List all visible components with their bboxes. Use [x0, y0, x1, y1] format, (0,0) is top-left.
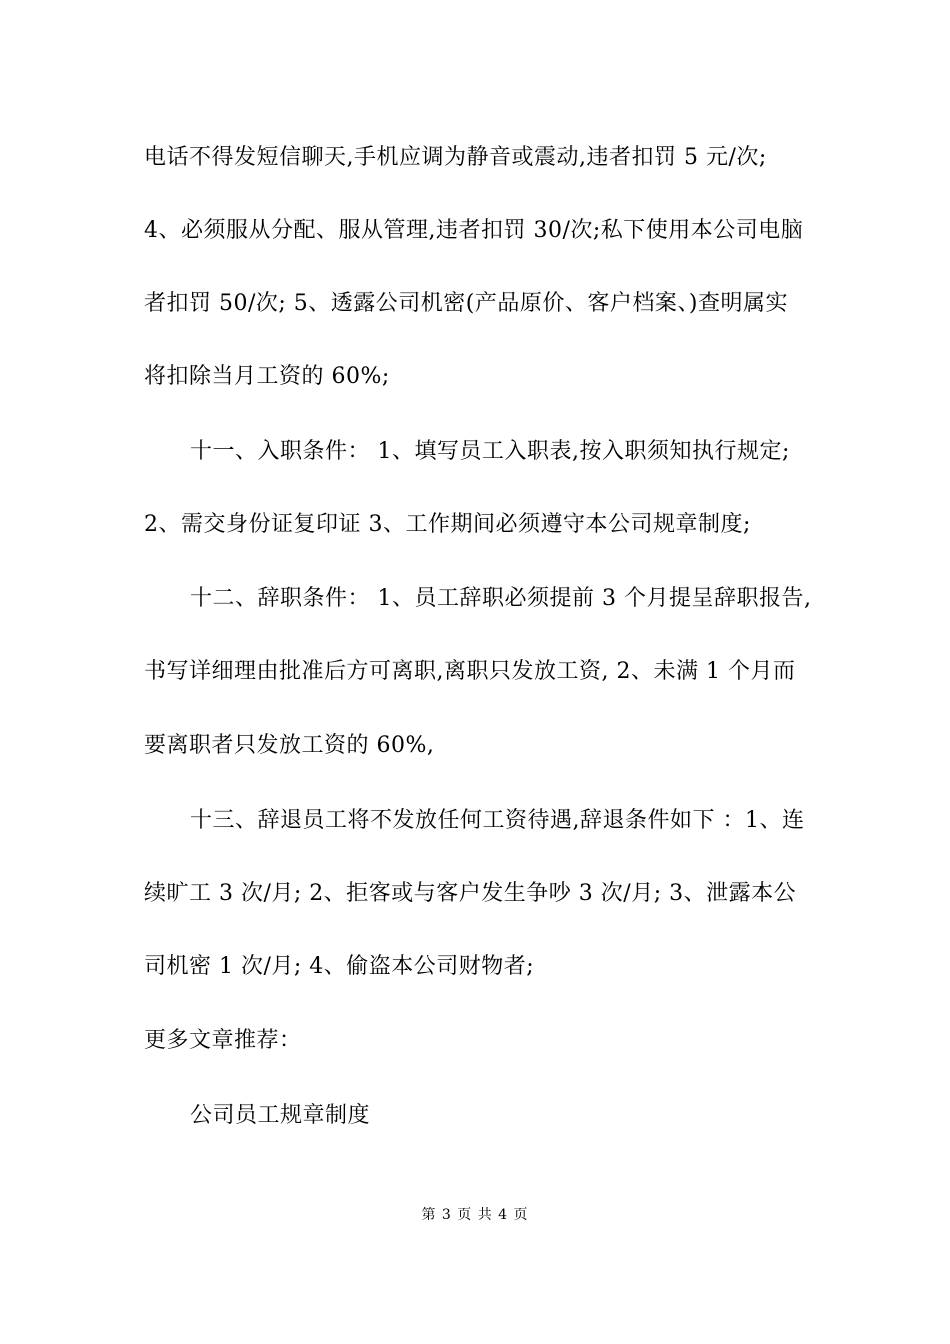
section-heading-line: 十二、辞职条件： 1、员工辞职必须提前 3 个月提呈辞职报告, — [190, 586, 812, 611]
section-heading-line: 十三、辞退员工将不发放任何工资待遇,辞退条件如下 ：1、连 — [190, 808, 805, 833]
text-line: 4、必须服从分配、服从管理,违者扣罚 30/次;私下使用本公司电脑 — [144, 218, 804, 243]
text-line: 将扣除当月工资的 60%; — [144, 364, 390, 389]
text-line: 要离职者只发放工资的 60%, — [144, 733, 435, 758]
more-articles-label: 更多文章推荐： — [144, 1028, 302, 1053]
section-heading-line: 十一、入职条件： 1、填写员工入职表,按入职须知执行规定; — [190, 439, 790, 464]
page-number-footer: 第 3 页 共 4 页 — [421, 1207, 529, 1223]
text-line: 司机密 1 次/月; 4、偷盗本公司财物者; — [144, 954, 535, 979]
text-line: 续旷工 3 次/月; 2、拒客或与客户发生争吵 3 次/月; 3、泄露本公 — [144, 881, 797, 906]
text-line: 者扣罚 50/次; 5、透露公司机密(产品原价、客户档案、)查明属实 — [144, 291, 788, 316]
text-line: 电话不得发短信聊天,手机应调为静音或震动,违者扣罚 5 元/次; — [144, 145, 767, 170]
text-line: 2、需交身份证复印证 3、工作期间必须遵守本公司规章制度; — [144, 512, 751, 537]
text-line: 书写详细理由批准后方可离职,离职只发放工资, 2、未满 1 个月而 — [144, 659, 796, 684]
recommended-article-link[interactable]: 公司员工规章制度 — [190, 1103, 371, 1128]
